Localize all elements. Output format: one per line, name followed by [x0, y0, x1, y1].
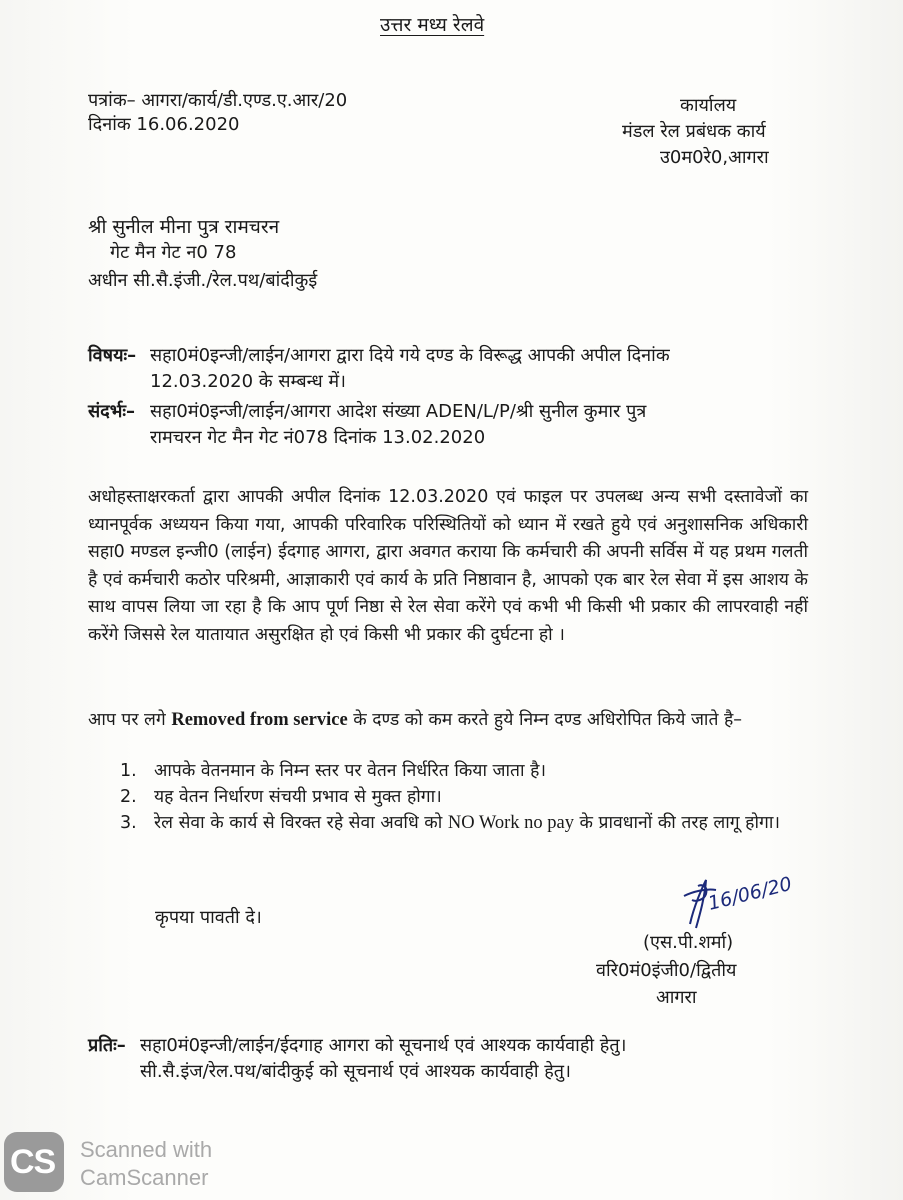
addressee-post: गेट मैन गेट न0 78 [110, 242, 237, 263]
addressee-name: श्री सुनील मीना पुत्र रामचरन [88, 216, 280, 238]
office-line-1: कार्यालय [680, 95, 737, 116]
office-line-3: उ0म0रे0,आगरा [660, 147, 769, 168]
list-item [120, 758, 810, 784]
list-item-number: 1. [120, 761, 137, 781]
acknowledgement-request: कृपया पावती दे। [155, 907, 262, 928]
list-item-text: यह वेतन निर्धारण संचयी प्रभाव से मुक्त होगा। [154, 787, 442, 807]
copy-to-line-2: सी.सै.इंज/रेल.पथ/बांदीकुई को सूचनार्थ एवं आश्यक कार्यवाही हेतु। [140, 1061, 571, 1082]
subject-line-1: सहा0मं0इन्जी/लाईन/आगरा द्वारा दिये गये दण्ड के विरूद्ध आपकी अपील दिनांक [150, 345, 670, 366]
penalty-name: Removed from service [171, 710, 348, 730]
signatory-designation: वरि0मं0इंजी0/द्वितीय [596, 960, 737, 981]
reference-number: पत्रांक– आगरा/कार्य/डी.एण्ड.ए.आर/20 [88, 90, 348, 111]
reference-date: दिनांक 16.06.2020 [88, 114, 240, 135]
body-paragraph-2 [88, 707, 808, 734]
list-item [120, 784, 810, 810]
list-item [120, 810, 810, 836]
list-item-number: 3. [120, 813, 137, 833]
subject-label: विषयः– [88, 345, 137, 366]
paragraph-2-text-start: आप पर लगे [88, 710, 172, 730]
copy-to-line-1: सहा0मं0इन्जी/लाईन/ईदगाह आगरा को सूचनार्थ एवं आश्यक कार्यवाही हेतु। [140, 1035, 627, 1056]
list-item-text-start: रेल सेवा के कार्य से विरक्त रहे सेवा अवधि को [154, 813, 448, 833]
watermark-line-1: Scanned with [80, 1137, 213, 1162]
copy-to-label: प्रतिः– [88, 1035, 126, 1056]
no-work-no-pay-term: NO Work no pay [447, 813, 574, 833]
paragraph-2-text-end: के दण्ड को कम करते हुये निम्न दण्ड अधिरोपित किये जाते है– [347, 710, 743, 730]
body-paragraph-1: अधोहस्ताक्षरकर्ता द्वारा आपकी अपील दिनांक 12.03.2020 एवं फाइल पर उपलब्ध अन्य सभी दस्तावेजों का ध्यानपूर्वक अध्ययन किया गया, आपकी परिवारिक परिस्थितियों को ध्यान में रखते हुये एवं अनुशासनिक अधिकारी सहा0 मण्डल इन्जी0 (लाईन) ईदगाह आगरा, द्वारा अवगत कराया कि कर्मचारी की अपनी सर्विस में यह प्रथम गलती है एवं कर्मचारी कठोर परिश्रमी, आज्ञाकारी एवं कार्य के प्रति निष्ठावान है, आपको एक बार रेल सेवा में इस आशय के साथ वापस लिया जा रहा है कि आप पूर्ण निष्ठा से रेल सेवा करेंगे एवं कभी भी किसी भी प्रकार की लापरवाही नहीं करेंगे जिससे रेल यातायात असुरक्षित हो एवं किसी भी प्रकार की दुर्घटना हो । [88, 487, 808, 645]
penalty-list [120, 758, 810, 836]
list-item-text-end: के प्रावधानों की तरह लागू होगा। [573, 813, 781, 833]
subject-line-2: 12.03.2020 के सम्बन्ध में। [150, 371, 346, 392]
signatory-place: आगरा [656, 987, 697, 1008]
reference-line-2: रामचरन गेट मैन गेट नं078 दिनांक 13.02.2020 [150, 427, 486, 448]
svg-text:16/06/20: 16/06/20 [705, 872, 795, 915]
list-item-number: 2. [120, 787, 137, 807]
watermark-line-2: CamScanner [80, 1165, 209, 1190]
letter-heading: उत्तर मध्य रेलवे [380, 14, 485, 36]
office-line-2: मंडल रेल प्रबंधक कार्य [622, 121, 766, 142]
addressee-unit: अधीन सी.सै.इंजी./रेल.पथ/बांदीकुई [88, 270, 318, 291]
list-item-text: आपके वेतनमान के निम्न स्तर पर वेतन निर्धरित किया जाता है। [154, 761, 547, 781]
camscanner-watermark [0, 1132, 260, 1194]
signatory-name: (एस.पी.शर्मा) [643, 932, 734, 953]
reference-line-1: सहा0मं0इन्जी/लाईन/आगरा आदेश संख्या ADEN/L/P/श्री सुनील कुमार पुत्र [150, 401, 647, 422]
reference-label: संदर्भः– [88, 401, 136, 422]
camscanner-logo-icon: CS [4, 1132, 64, 1192]
